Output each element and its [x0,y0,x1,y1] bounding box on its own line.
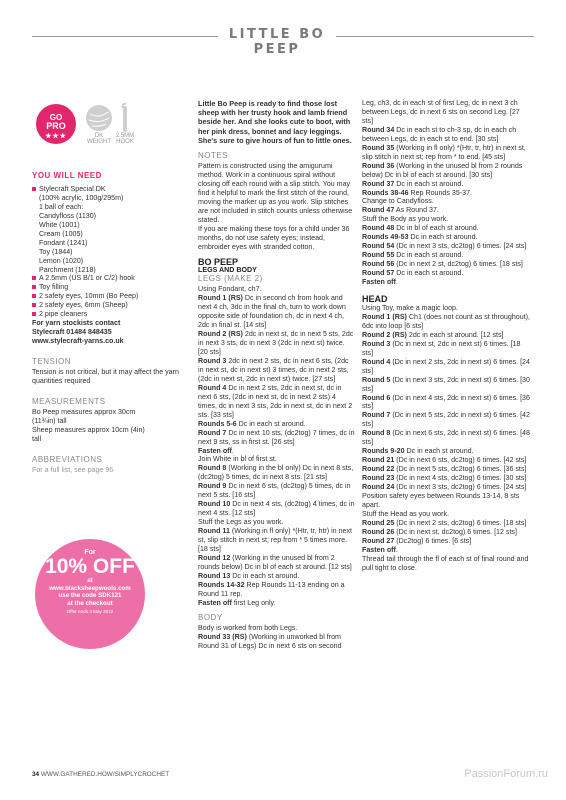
instruction-row: Round 8 (Working in the bl only) Dc in next 8 sts, (dc2tog) 5 times, dc in next 8 sts. [21 sts] [198,464,354,482]
notes-heading: NOTES [198,151,229,161]
promo-code: use the code SDK121 [58,592,122,599]
measurement-line: Bo Peep measures approx 30cm [32,407,136,416]
materials-item: Lemon (1020) [39,256,84,265]
instruction-row: Round 1 (RS) Ch1 (does not count as st throughout), 6dc into loop [6 sts] [362,312,530,330]
header-rule-left [32,36,218,37]
go-pro-badge [36,104,76,144]
materials-item: Stylecraft Special DK [32,185,192,194]
body-intro: Body is worked from both Legs. [198,623,298,632]
middle-column [198,99,356,650]
legs-heading: LEGS (MAKE 2) [198,274,263,284]
materials-item: Toy filling [32,283,192,292]
promo-expiry: Offer ends 4 May 2022 [66,609,114,614]
right-column [362,99,532,573]
intro-text: Little Bo Peep is ready to find those lost sheep with her trusty hook and lamb friend beside her. And she looks cute to boot, with her pink dress, bonnet and lacy leggings. She's sure to give hours of fun to little ones. [198,99,352,145]
instruction-row: Round 11 (Working in fl only) *(Htr, tr, htr) in next st, slip stitch in next st; rep from * 5 times more. [18 sts] [198,527,353,553]
instruction-row: Round 24 (Dc in next 3 sts, dc2tog) 6 times. [24 sts] [362,483,527,492]
instruction-row: Using Fondant, ch7. [198,285,262,294]
legs-body-subheading: LEGS AND BODY [198,266,257,275]
materials-item: 2 pipe cleaners [32,310,192,319]
materials-item: Cream (1005) [39,229,83,238]
discount-promo [35,539,145,649]
instruction-row: Stuff the Head as you work. [362,509,450,518]
instruction-row: Position safety eyes between Rounds 13-14, 8 sts apart. [362,491,520,509]
instruction-row: Round 4 Dc in next 2 sts, 2dc in next st, dc in next 6 sts, (2dc in next st, dc in next 2 sts) 4 times, dc in next 3 sts, 2dc in next st, dc in next 2 sts. [33 sts] [198,383,353,419]
badge-line1: GO [49,113,63,122]
yarn-ball-icon [86,105,112,131]
measurements-heading: MEASUREMENTS [32,396,106,406]
tension-heading: TENSION [32,357,72,367]
instruction-row: Round 12 (Working in the unused bl from 2 rounds below) Dc in bl of each st around. [12 sts] [198,553,352,571]
instruction-row: Round 3 (Dc in next st, 2dc in next st) 6 times. [18 sts] [362,339,521,357]
watermark: PassionForum.ru [464,768,548,780]
instruction-row: Round 7 (Dc in next 5 sts, 2dc in next st) 6 times. [42 sts] [362,411,530,429]
instruction-row: Stuff the Body as you work. [362,215,449,224]
instruction-row: Round 2 (RS) 2dc in each st around. [12 sts] [362,330,504,339]
body-instructions [362,99,532,287]
instruction-row: Round 9 Dc in next 6 sts, (dc2tog) 5 times, dc in next 5 sts. [16 sts] [198,482,351,500]
tension-text: Tension is not critical, but it may affect the yarn quantities required [32,368,179,386]
instruction-row: Round 36 (Working in the unused bl from 2 rounds below) Dc in bl of each st around. [30 sts] [362,161,523,179]
materials-item: Candyfloss (1130) [39,211,97,220]
stockists-line2: Stylecraft 01484 848435 [32,328,112,337]
instruction-row: Round 8 (Dc in next 6 sts, 2dc in next st) 6 times. [48 sts] [362,429,530,447]
materials-item: 1 ball of each: [39,202,84,211]
instruction-row: Round 47 As Round 37. [362,206,439,215]
materials-item: Toy (1844) [39,247,73,256]
body-heading: BODY [198,612,223,622]
footer-url[interactable]: WWW.GATHERED.HOW/SIMPLYCROCHET [40,771,170,778]
instruction-row: Round 13 Dc in each st around. [198,571,300,580]
promo-discount: 10% OFF [45,555,135,578]
stockists-line1: For yarn stockists contact [32,319,121,328]
notes-paragraph: Pattern is constructed using the amigurumi method. Work in a continuous spiral without closing off each round with a slip stitch. You may find it helpful to mark the first stitch of the round, moving the marker up as you work. Slip stitches are not included in stitch counts unless otherwise stated. [198,161,353,224]
instruction-row: Join White in bl of first st. [198,455,277,464]
badge-stars: ★★★ [45,133,67,140]
head-instructions [362,304,532,573]
materials-item: Parchment (1218) [39,265,96,274]
instruction-row: Rounds 14-32 Rep Rounds 11-13 ending on a Round 11 rep. [198,580,345,598]
abbreviations-heading: ABBREVIATIONS [32,454,103,464]
badge-line2: PRO [46,121,66,131]
bo-peep-heading: BO PEEP [198,256,239,267]
instruction-row: Round 4 (Dc in next 2 sts, 2dc in next st) 6 times. [24 sts] [362,357,530,375]
stockists-line3[interactable]: www.stylecraft-yarns.co.uk [32,337,124,346]
head-heading: HEAD [362,294,388,305]
instruction-row: Leg, ch3, dc in each st of first Leg, dc in next 3 ch between Legs, dc in next 6 sts on second Leg. [27 sts] [362,99,520,125]
promo-url[interactable]: www.blacksheepwools.com [49,584,131,592]
instruction-row: Stuff the Legs as you work. [198,518,284,527]
materials-item: 2 safety eyes, 6mm (Sheep) [32,301,192,310]
left-column [32,172,192,475]
yarn-weight-label: DK WEIGHT [87,133,111,145]
notes-paragraph: If you are making these toys for a child under 36 months, do not use safety eyes; instead, embroider eyes with stranded cotton. [198,224,350,251]
measurement-line: Sheep measures approx 10cm (4in) [32,425,145,434]
instruction-row: Fasten off. [362,545,398,554]
instruction-row: Thread tail through the fl of each st of final round and pull tight to close. [362,554,529,572]
instruction-row: Round 1 (RS) Dc in second ch from hook and next 4 ch, 3dc in the final ch, turn to work down opposite side of foundation ch, dc in next 4 ch, 2dc in final st. [14 sts] [198,294,346,330]
promo-at: at [87,577,93,584]
instruction-row: Round 5 (Dc in next 3 sts, 2dc in next st) 6 times. [30 sts] [362,375,530,393]
abbreviations-text: For a full list, see page 96 [32,465,114,474]
measurement-line: tall [32,434,42,443]
crochet-hook-icon [121,103,129,133]
instruction-row: Round 7 Dc in next 10 sts, (dc2tog) 7 times, dc in next 9 sts, ss in first st. [26 sts] [198,428,355,446]
instruction-row: Round 55 Dc in each st around. [362,251,464,260]
page-header-title: LITTLE BO PEEP [222,27,332,57]
instruction-row: Rounds 49-53 Dc in each st around. [362,233,478,242]
instruction-row: Round 37 Dc in each st around. [362,179,464,188]
instruction-row: Round 54 (Dc in next 3 sts, dc2tog) 6 times. [24 sts] [362,242,527,251]
hook-size-label: 2.5MM HOOK [115,133,135,145]
materials-list [32,185,192,319]
page-footer [32,771,169,778]
instruction-row: Round 22 (Dc in next 5 sts, dc2tog) 6 times. [36 sts] [362,465,527,474]
instruction-row: Round 34 Dc in each st to ch-3 sp, dc in each ch between Legs, dc in each st to end. [30 sts] [362,125,517,143]
promo-checkout: at the checkout [67,599,113,607]
legs-instructions [198,285,356,607]
promo-for: For [84,549,96,556]
instruction-row: Fasten off first Leg only. [198,598,276,607]
instruction-row: Fasten off. [362,278,398,287]
instruction-row: Round 10 Dc in next 4 sts, (dc2tog) 4 times, dc in next 4 sts. [12 sts] [198,500,355,518]
instruction-row: Round 56 (Dc in next 2 st, dc2tog) 6 times. [18 sts] [362,260,523,269]
instruction-row: Round 27 (Dc2tog) 6 times. [6 sts] [362,536,472,545]
materials-item: (100% acrylic, 100g/295m) [39,193,124,202]
instruction-row: Round 33 (RS) (Working in unworked bl from Round 31 of Legs) Dc in next 6 sts on second [198,632,342,650]
instruction-row: Round 26 (Dc in next st, dc2tog) 6 times. [12 sts] [362,527,517,536]
measurement-line: (11¾in) tall [32,416,67,425]
materials-item: Fondant (1241) [39,238,88,247]
instruction-row: Round 6 (Dc in next 4 sts, 2dc in next st) 6 times. [36 sts] [362,393,530,411]
materials-item: A 2.5mm (US B/1 or C/2) hook [32,274,192,283]
instruction-row: Round 21 (Dc in next 6 sts, dc2tog) 6 times. [42 sts] [362,456,527,465]
instruction-row: Rounds 9-20 Dc in each st around. [362,447,474,456]
instruction-row: Round 3 2dc in next 2 sts, dc in next 6 sts, (2dc in next st, dc in next st) 3 times, dc in next 2 sts, (2dc in next st, 2dc in next st) twice. [27 sts] [198,356,349,383]
you-will-need-heading: YOU WILL NEED [32,171,102,180]
instruction-row: Fasten off. [198,446,234,455]
instruction-row: Round 48 Dc in bl of each st around. [362,224,479,233]
materials-item: White (1001) [39,220,80,229]
instruction-row: Round 2 (RS) 2dc in next st, dc in next 5 sts, 2dc in next 3 sts, dc in next 3 (2dc in next st) twice. [20 sts] [198,330,354,357]
instruction-row: Round 23 (Dc in next 4 sts, dc2tog) 6 times. [30 sts] [362,474,527,483]
materials-item: 2 safety eyes, 10mm (Bo Peep) [32,292,192,301]
instruction-row: Using Toy, make a magic loop. [362,303,458,312]
instruction-row: Round 25 (Dc in next 2 sts, dc2tog) 6 times. [18 sts] [362,518,527,527]
instruction-row: Rounds 38-46 Rep Rounds 35-37. [362,188,473,197]
page-number: 34 [32,771,40,778]
instruction-row: Change to Candyfloss. [362,197,434,206]
instruction-row: Round 57 Dc in each st around. [362,269,464,278]
header-rule-right [336,36,534,37]
instruction-row: Rounds 5-6 Dc in each st around. [198,419,306,428]
instruction-row: Round 35 (Working in fl only) *(Htr, tr, htr) in next st, slip stitch in next st; rep from * to end. [45 sts] [362,143,526,161]
